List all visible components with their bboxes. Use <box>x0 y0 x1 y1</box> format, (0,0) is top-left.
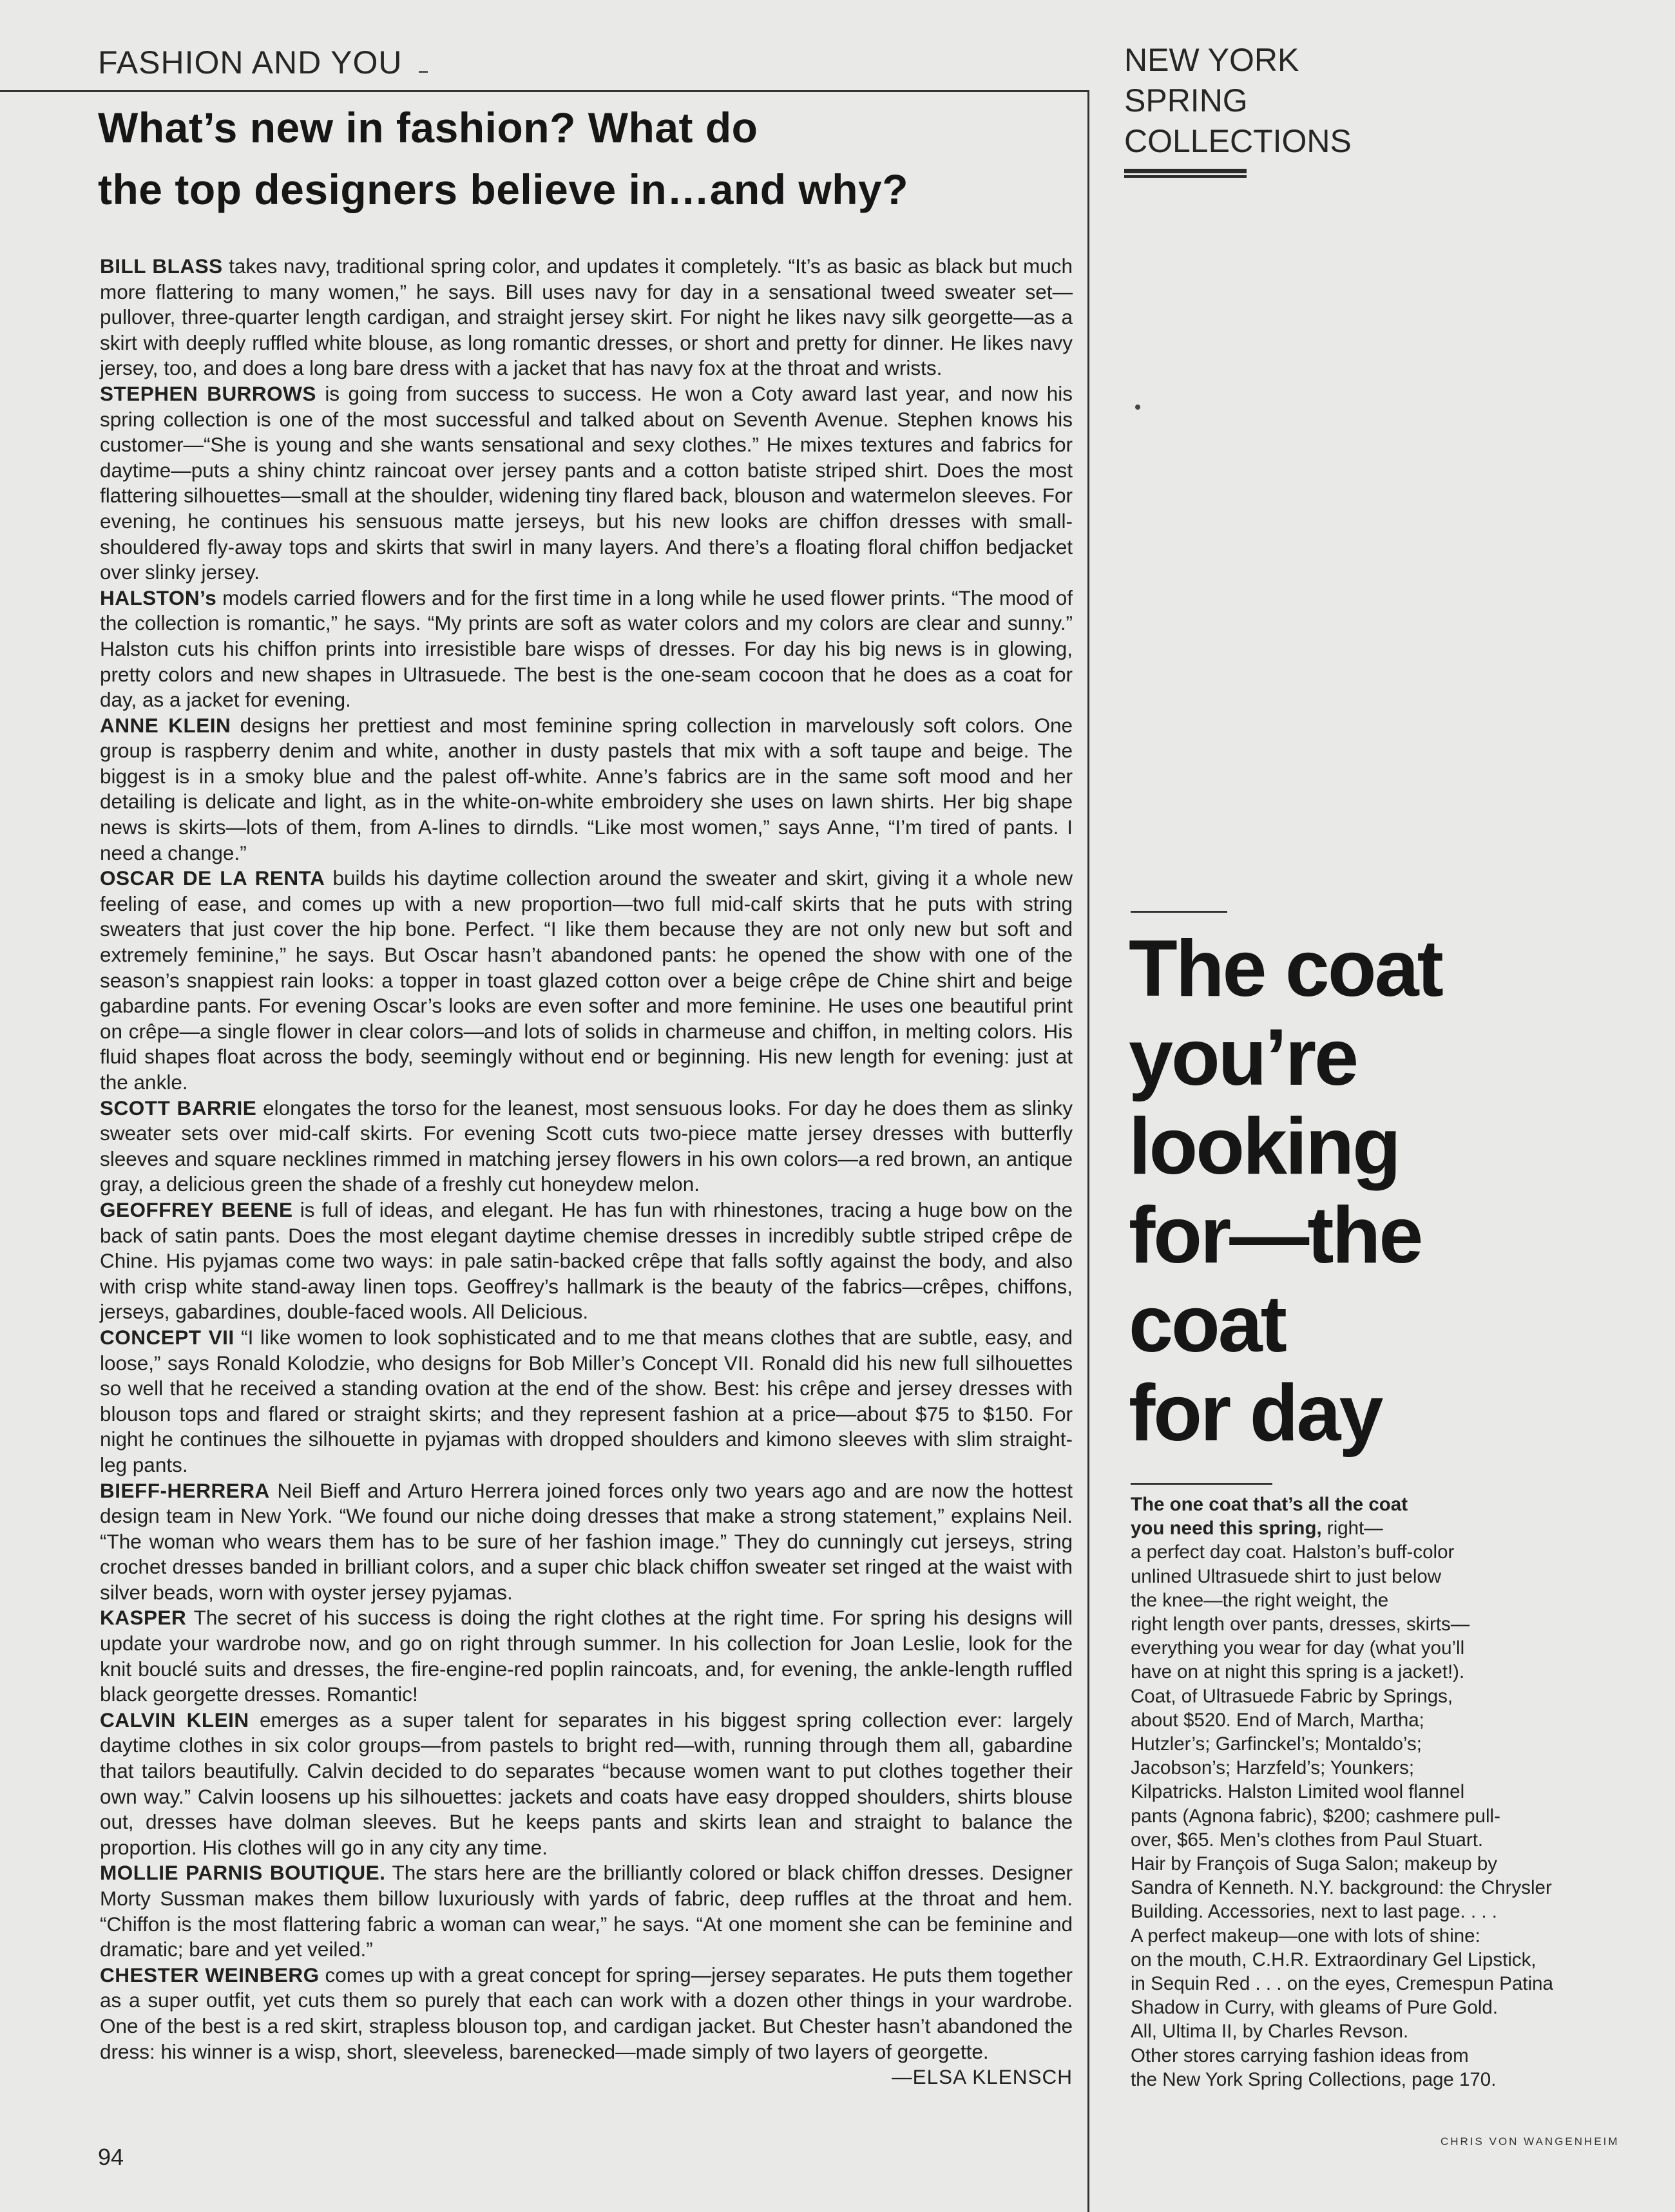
sidebar-headline-line-6: for day <box>1129 1369 1382 1458</box>
article-frame-right-rule <box>1087 90 1089 2212</box>
designer-name: ANNE KLEIN <box>100 713 231 737</box>
caption-line: everything you wear for day (what you’ll <box>1131 1637 1465 1659</box>
designer-paragraph <box>100 713 1073 866</box>
article-frame-top-rule <box>0 90 1089 92</box>
sidebar-headline-line-4: for—the <box>1129 1191 1422 1280</box>
designer-name: SCOTT BARRIE <box>100 1096 257 1120</box>
designer-name: GEOFFREY BEENE <box>100 1197 293 1221</box>
photo-credit: CHRIS VON WANGENHEIM <box>1440 2135 1620 2148</box>
caption-bold-line-1: The one coat that’s all the coat <box>1131 1494 1408 1515</box>
designer-name: BILL BLASS <box>100 254 223 278</box>
page-speck <box>1135 405 1140 410</box>
designer-name: MOLLIE PARNIS BOUTIQUE. <box>100 1861 386 1885</box>
caption-line: pants (Agnona fabric), $200; cashmere pull- <box>1131 1805 1500 1827</box>
caption-bold-tail: right— <box>1321 1518 1383 1540</box>
caption-line: Kilpatricks. Halston Limited wool flannel <box>1131 1781 1465 1803</box>
designer-text: “I like women to look sophisticated and to me that means clothes that are subtle, easy, and loose,” says Ronald Kolodzie, who designs for Bob Miller’s Concept VII. Ronald did his new full silhouettes so well that he received a standing ovation at the end of the show. Best: his crêpe and jersey dresses with blouson tops and flared or straight skirts; and they represent fashion at a price—about $75 to $150. For night he continues the silhouette in pyjamas with dropped shoulders and kimono sleeves with slim straight-leg pants. <box>100 1325 1073 1476</box>
caption-line: Jacobson’s; Harzfeld’s; Younkers; <box>1131 1757 1415 1779</box>
caption-line: the New York Spring Collections, page 170. <box>1131 2068 1497 2090</box>
designer-paragraph <box>100 866 1073 1095</box>
designer-text: models carried flowers and for the first time in a long while he used flower prints. “The mood of the collection is romantic,” he says. “My prints are soft as water colors and my colors are clear and sunny.” Halston cuts his chiffon prints into irresistible bare wisps of dresses. For day his big news is in glowing, pretty colors and new shapes in Ultrasuede. The best is the one-seam cocoon that he does as a coat for day, as a jacket for evening. <box>100 586 1073 712</box>
caption-line: A perfect makeup—one with lots of shine: <box>1131 1925 1480 1947</box>
section-label: FASHION AND YOU <box>98 44 403 81</box>
caption-line: right length over pants, dresses, skirts— <box>1131 1614 1470 1635</box>
collections-line-1: NEW YORK <box>1124 42 1299 78</box>
caption-line: All, Ultima II, by Charles Revson. <box>1131 2021 1409 2043</box>
designer-paragraph <box>100 381 1073 586</box>
caption-line: in Sequin Red . . . on the eyes, Cremespun Patina <box>1131 1973 1553 1995</box>
designer-name: CALVIN KLEIN <box>100 1708 249 1731</box>
designer-name: HALSTON’s <box>100 586 217 609</box>
sidebar-headline-line-1: The coat <box>1129 924 1442 1013</box>
sidebar-top-rule <box>1131 911 1227 913</box>
headline-line-2: the top designers believe in…and why? <box>98 166 909 213</box>
designer-text: elongates the torso for the leanest, most sensuous looks. For day he does them as slinky sweater sets over mid-calf skirts. For evening Scott cuts two-piece matte jersey dresses with butterfly sleeves and square necklines rimmed in matching jersey flowers in his own colors—a red brown, an antique gray, a delicious green the shade of a freshly cut honeydew melon. <box>100 1096 1073 1196</box>
caption-bold-line-2 <box>1131 1516 1659 1540</box>
designer-paragraph <box>100 586 1073 713</box>
designer-text: designs her prettiest and most feminine spring collection in marvelously soft colors. One group is raspberry denim and white, another in dusty pastels that mix with a soft taupe and beige. The biggest is in a smoky blue and the palest off-white. Anne’s fabrics are in the same soft mood and her detailing is delicate and light, as in the white-on-white embroidery she uses on lawn shirts. Her big shape news is skirts—lots of them, from A-lines to dirndls. “Like most women,” says Anne, “I’m tired of pants. I need a change.” <box>100 713 1073 864</box>
collections-rule-thick <box>1124 169 1247 173</box>
caption-line: a perfect day coat. Halston’s buff-color <box>1131 1541 1455 1563</box>
sidebar-headline-line-3: looking <box>1129 1102 1399 1191</box>
headline-line-1: What’s new in fashion? What do <box>98 104 758 151</box>
designer-name: BIEFF-HERRERA <box>100 1478 270 1502</box>
caption-line: have on at night this spring is a jacket!). <box>1131 1661 1465 1683</box>
designer-text: emerges as a super talent for separates in his biggest spring collection ever: largely daytime clothes in six color groups—from pastels to bright red—with, running through them all, gabardine that tailors beautifully. Calvin decided to do separates “because women want to put clothes together their own way.” Calvin loosens up his silhouettes: jackets and coats have easy dropped shoulders, shirts blouse out, dresses have dolman sleeves. But he keeps pants and skirts lean and straight to balance the proportion. His clothes will go in any city any time. <box>100 1708 1073 1859</box>
article-headline <box>98 97 1064 220</box>
designer-paragraph <box>100 1708 1073 1861</box>
designer-paragraph <box>100 254 1073 381</box>
designer-paragraph <box>100 1325 1073 1478</box>
designer-text: Neil Bieff and Arturo Herrera joined forces only two years ago and are now the hottest design team in New York. “We found our niche doing dresses that make a strong statement,” explains Neil. “The woman who wears them has to be sure of her fashion image.” They do cunningly cut jerseys, string crochet dresses banded in brilliant colors, and a super chic black chiffon sweater set ringed at the waist with silver beads, worn with oyster jersey pyjamas. <box>100 1478 1073 1604</box>
designer-text: takes navy, traditional spring color, and updates it completely. “It’s as basic as black but much more flattering to many women,” he says. Bill uses navy for day in a sensational tweed sweater set—pullover, three-quarter length cardigan, and straight jersey skirt. For night he likes navy silk georgette—as a skirt with deeply ruffled white blouse, as long romantic dresses, or short and pretty for dinner. He likes navy jersey, too, and does a long bare dress with a jacket that has navy fox at the throat and wrists. <box>100 254 1073 380</box>
caption-line: Shadow in Curry, with gleams of Pure Gold. <box>1131 1997 1498 2019</box>
designer-paragraph <box>100 1860 1073 1962</box>
caption-line: Hair by François of Suga Salon; makeup by <box>1131 1853 1497 1875</box>
caption-line: Building. Accessories, next to last page. . . . <box>1131 1901 1497 1923</box>
collections-heading <box>1124 40 1352 162</box>
collections-rule-thin <box>1124 175 1247 178</box>
designer-name: CONCEPT VII <box>100 1325 235 1349</box>
caption-line: Other stores carrying fashion ideas from <box>1131 2045 1469 2066</box>
designer-paragraph <box>100 1478 1073 1606</box>
caption-line: the knee—the right weight, the <box>1131 1589 1389 1611</box>
photo-caption <box>1131 1492 1659 2092</box>
designer-paragraph <box>100 1197 1073 1325</box>
sidebar-bottom-rule <box>1131 1483 1272 1485</box>
designer-name: STEPHEN BURROWS <box>100 381 316 405</box>
designer-text: builds his daytime collection around the sweater and skirt, giving it a whole new feeling of ease, and comes up with a new proportion—two full mid-calf skirts that he puts with string sweaters that just cover the hip bone. Perfect. “I like them because they are not only new but soft and extremely feminine,” he says. But Oscar hasn’t abandoned pants: he opened the show with one of the season’s snappiest rain looks: a topper in toast glazed cotton over a beige crêpe de Chine shirt and beige gabardine pants. For evening Oscar’s looks are even softer and more feminine. He uses one beautiful print on crêpe—a single flower in clear colors—and lots of solids in charmeuse and chiffon, in melting colors. His fluid shapes float across the body, seemingly without end or beginning. His new length for evening: just at the ankle. <box>100 866 1073 1094</box>
collections-line-3: COLLECTIONS <box>1124 123 1352 159</box>
designer-text: The stars here are the brilliantly colored or black chiffon dresses. Designer Morty Sussman makes them billow luxuriously with yards of fabric, deep ruffles at the throat and hem. “Chiffon is the most flattering fabric a woman can wear,” he says. “At one moment she can be feminine and dramatic; bare and yet veiled.” <box>100 1861 1073 1961</box>
caption-line: over, $65. Men’s clothes from Paul Stuart. <box>1131 1829 1484 1851</box>
caption-line: unlined Ultrasuede shirt to just below <box>1131 1565 1442 1587</box>
sidebar-headline-line-5: coat <box>1129 1280 1285 1369</box>
caption-line: about $520. End of March, Martha; <box>1131 1709 1424 1731</box>
designer-text: The secret of his success is doing the right clothes at the right time. For spring his designs will update your wardrobe now, and go on right through summer. In his collection for Joan Leslie, look for the knit bouclé suits and dresses, the fire-engine-red poplin raincoats, and, for evening, the ankle-length ruffled black georgette dresses. Romantic! <box>100 1606 1073 1706</box>
designer-text: is full of ideas, and elegant. He has fun with rhinestones, tracing a huge bow on the back of satin pants. Does the most elegant daytime chemise dresses in incredibly subtle striped crêpe de Chine. His pyjamas come two ways: in pale satin-backed crêpe that falls softly against the body, and also with crisp white stand-away linen tops. Geoffrey’s hallmark is the beauty of the fabrics—crêpes, chiffons, jerseys, gabardines, double-faced wools. All Delicious. <box>100 1197 1073 1324</box>
designer-name: KASPER <box>100 1606 187 1630</box>
page-number: 94 <box>98 2144 124 2170</box>
article-body <box>100 254 1073 2090</box>
caption-line: on the mouth, C.H.R. Extraordinary Gel Lipstick, <box>1131 1949 1536 1970</box>
sidebar-headline-line-2: you’re <box>1129 1013 1357 1102</box>
sidebar-headline <box>1129 924 1657 1458</box>
designer-name: CHESTER WEINBERG <box>100 1963 320 1987</box>
designer-paragraph <box>100 1605 1073 1707</box>
section-label-dash <box>419 71 428 73</box>
caption-line: Hutzler’s; Garfinckel’s; Montaldo’s; <box>1131 1733 1422 1755</box>
designer-text: is going from success to success. He won a Coty award last year, and now his spring collection is one of the most successful and talked about on Seventh Avenue. Stephen knows his customer—“She is young and she wants sensational and sexy clothes.” He mixes textures and fabrics for daytime—puts a shiny chintz raincoat over jersey pants and a cotton batiste striped shirt. Does the most flattering silhouettes—small at the shoulder, widening tiny flared back, blouson and watermelon sleeves. For evening, he continues his sensuous matte jerseys, but his new looks are chiffon dresses with small-shouldered fly-away tops and skirts that swirl in many layers. And there’s a floating floral chiffon bedjacket over slinky jersey. <box>100 381 1073 584</box>
designer-paragraph <box>100 1963 1073 2089</box>
caption-bold-text: you need this spring, <box>1131 1518 1322 1540</box>
collections-line-2: SPRING <box>1124 82 1248 119</box>
caption-line: Coat, of Ultrasuede Fabric by Springs, <box>1131 1685 1453 1707</box>
byline: —ELSA KLENSCH <box>892 2065 1073 2089</box>
designer-name: OSCAR DE LA RENTA <box>100 866 325 890</box>
caption-line: Sandra of Kenneth. N.Y. background: the Chrysler <box>1131 1877 1552 1899</box>
designer-text: comes up with a great concept for spring—jersey separates. He puts them together as a super outfit, yet cuts them so purely that each can work with a dozen other things in your wardrobe. One of the best is a red skirt, strapless blouson top, and cardigan jacket. But Chester hasn’t abandoned the dress: his winner is a wisp, short, sleeveless, barenecked—made simply of two layers of georgette. <box>100 1963 1073 2063</box>
designer-paragraph <box>100 1096 1073 1197</box>
